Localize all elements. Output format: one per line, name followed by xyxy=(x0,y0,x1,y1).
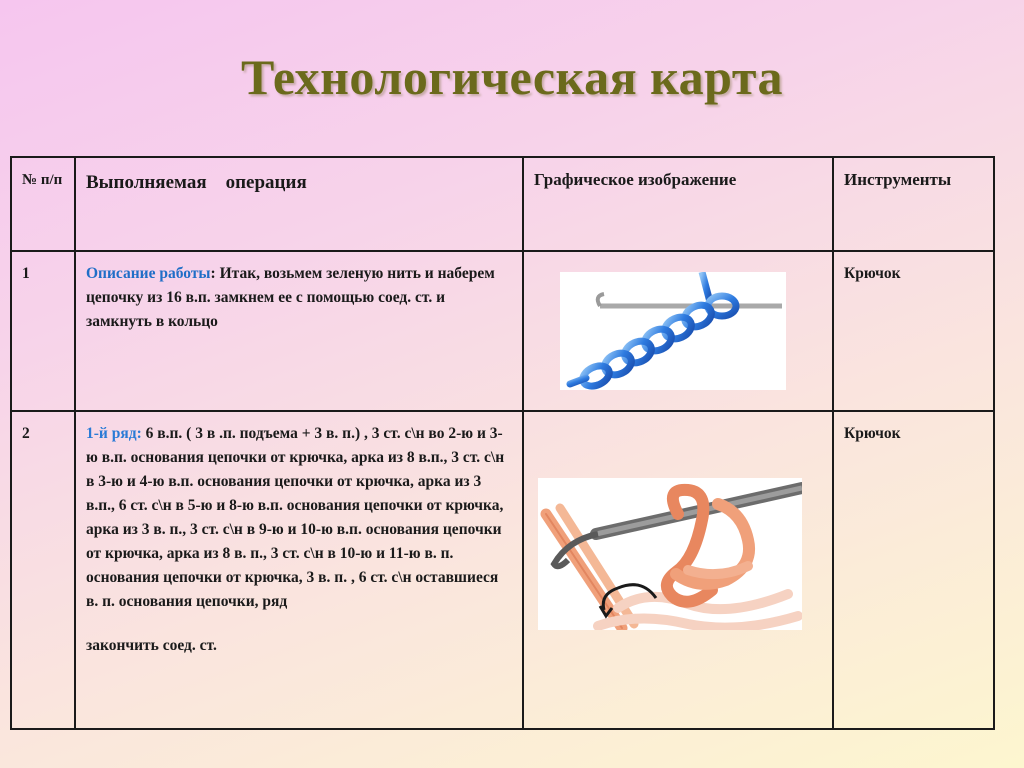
table-row xyxy=(11,251,994,411)
header-tools: Инструменты xyxy=(833,157,994,251)
header-graphic: Графическое изображение xyxy=(523,157,833,251)
operation-text: 6 в.п. ( 3 в .п. подъема + 3 в. п.) , 3 ст. с\н во 2-ю и 3-ю в.п. основания цепочки от крючка, арка из 8 в.п., 3 ст. с\н в 3-ю и 4-ю в.п. основания цепочки от крючка, арка из 3 в.п., 6 ст. с\н в 5-ю и 8-ю в.п. основания цепочки от крючка, арка из 3 в. п., 3 ст. с\н в 9-ю и 10-ю в.п. основания цепочки от крючка, арка из 8 в. п., 3 ст. с\н в 10-ю и 11-ю в. п. основания цепочки от крючка, 3 в. п. , 6 ст. с\н оставшиеся в. п. основания цепочки, ряд xyxy=(86,425,505,610)
technology-card-table xyxy=(10,156,995,730)
table-header-row xyxy=(11,157,994,251)
operation-cell xyxy=(75,251,523,411)
operation-text-end: закончить соед. ст. xyxy=(86,637,217,654)
page-title: Технологическая карта xyxy=(240,49,784,105)
operation-label: Описание работы xyxy=(86,265,211,282)
row-num: 1 xyxy=(11,251,75,411)
row-num: 2 xyxy=(11,411,75,729)
operation-text: Итак, возьмем зеленую нить и наберем цепочку из 16 в.п. замкнем ее с помощью соед. ст. и замкнуть в кольцо xyxy=(86,265,495,330)
tool-cell: Крючок xyxy=(833,411,994,729)
tool-cell: Крючок xyxy=(833,251,994,411)
operation-label-suffix: : xyxy=(210,265,216,282)
table-row xyxy=(11,411,994,729)
crochet-hook-loop-illustration xyxy=(538,478,802,630)
header-operation: Выполняемая операция xyxy=(75,157,523,251)
header-num: № п/п xyxy=(11,157,75,251)
crochet-chain-illustration xyxy=(560,272,786,390)
operation-cell xyxy=(75,411,523,729)
operation-label: 1-й ряд: xyxy=(86,425,142,442)
